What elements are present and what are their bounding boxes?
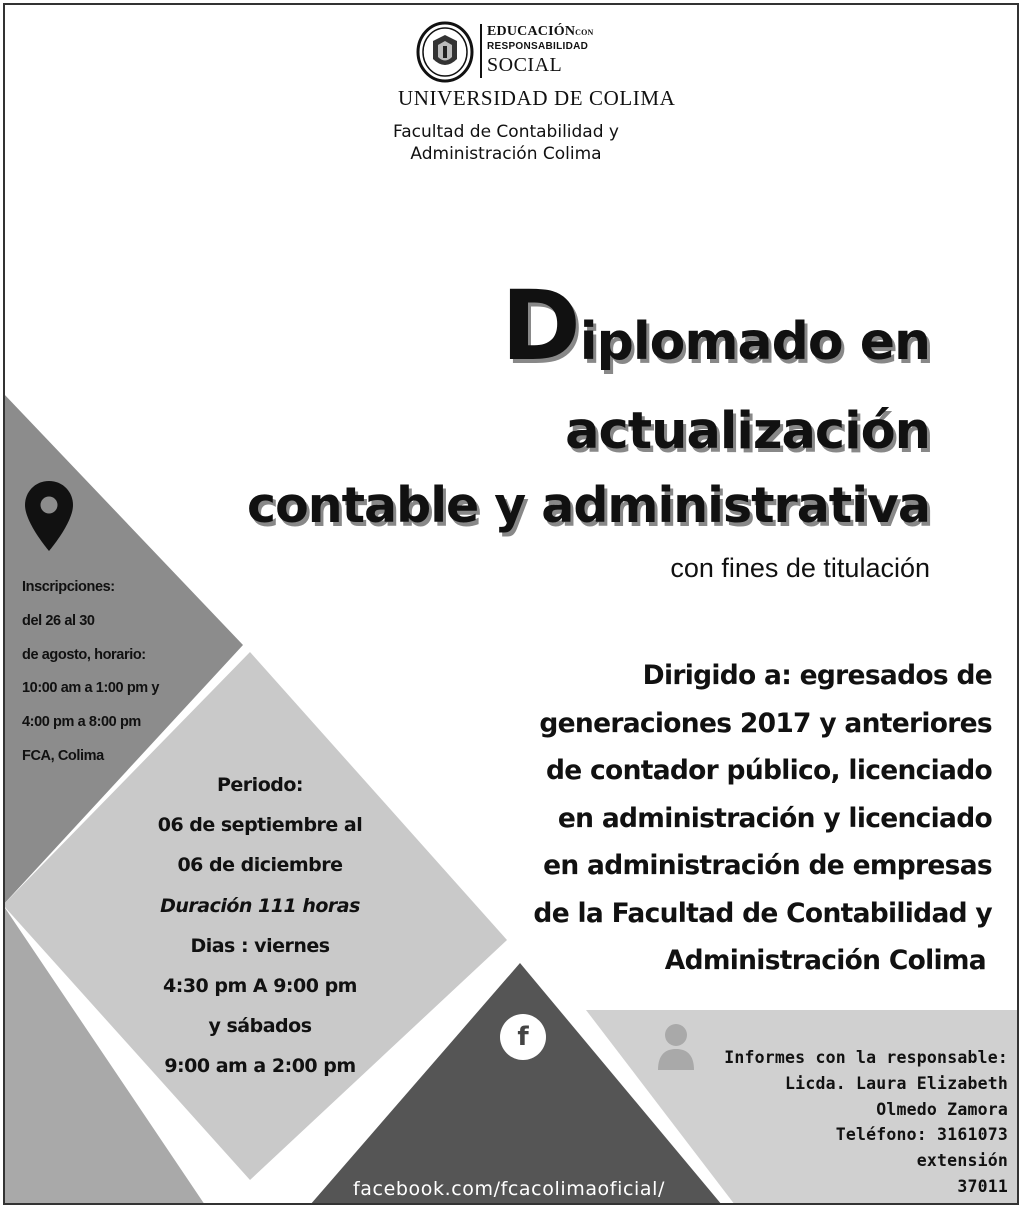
contact-line: Olmedo Zamora bbox=[876, 1099, 1008, 1119]
registration-line: de agosto, horario: bbox=[22, 646, 146, 663]
subtitle: con fines de titulación bbox=[670, 553, 930, 583]
audience-line: de la Facultad de Contabilidad y bbox=[533, 897, 992, 929]
contact-line: Licda. Laura Elizabeth bbox=[785, 1073, 1008, 1093]
title-line2: actualización bbox=[565, 402, 930, 461]
contact-line: 37011 bbox=[957, 1176, 1008, 1196]
person-icon bbox=[656, 1022, 696, 1072]
faculty-line2: Administración Colima bbox=[410, 144, 602, 164]
facebook-url[interactable]: facebook.com/fcacolimaoficial/ bbox=[353, 1178, 665, 1200]
contact-block bbox=[724, 1045, 1008, 1200]
audience-line: en administración y licenciado bbox=[557, 802, 992, 834]
faculty-name bbox=[356, 121, 656, 165]
period-days: Dias : viernes bbox=[190, 934, 330, 957]
audience-line: de contador público, licenciado bbox=[545, 755, 992, 786]
logo-divider bbox=[480, 24, 482, 78]
contact-line: Informes con la responsable: bbox=[724, 1048, 1008, 1067]
audience-block bbox=[472, 652, 992, 985]
registration-line: Inscripciones: bbox=[22, 579, 115, 595]
title-line3: contable y administrativa bbox=[247, 477, 930, 534]
title-initial: D bbox=[501, 270, 580, 382]
audience-line: generaciones 2017 y anteriores bbox=[539, 707, 992, 739]
brand-line2: RESPONSABILIDAD bbox=[487, 41, 589, 52]
registration-block bbox=[22, 571, 159, 774]
crest-icon bbox=[416, 21, 474, 83]
contact-line: Teléfono: 3161073 bbox=[835, 1125, 1008, 1145]
facebook-glyph: f bbox=[517, 1022, 529, 1052]
period-dates-line1: 06 de septiembre al bbox=[157, 814, 363, 837]
contact-line: extensión bbox=[916, 1151, 1008, 1171]
audience-line: Administración Colima bbox=[664, 945, 986, 976]
period-friday-hours: 4:30 pm A 9:00 pm bbox=[163, 975, 357, 998]
registration-line: FCA, Colima bbox=[22, 747, 104, 764]
brand-line3: SOCIAL bbox=[487, 54, 563, 76]
period-heading: Periodo: bbox=[217, 774, 303, 796]
audience-line: en administración de empresas bbox=[543, 850, 992, 881]
facebook-icon[interactable] bbox=[500, 1014, 546, 1060]
university-name: UNIVERSIDAD DE COLIMA bbox=[398, 86, 676, 110]
period-dates-line2: 06 de diciembre bbox=[177, 854, 343, 877]
location-pin-icon bbox=[23, 479, 75, 553]
title-line1-rest: iplomado en bbox=[579, 312, 930, 372]
brand-line1 bbox=[487, 24, 594, 40]
registration-line: 10:00 am a 1:00 pm y bbox=[22, 680, 160, 697]
title-line1 bbox=[170, 270, 930, 392]
page-title bbox=[170, 270, 930, 541]
period-saturdays: y sábados bbox=[208, 1015, 312, 1038]
registration-line: 4:00 pm a 8:00 pm bbox=[22, 714, 141, 731]
registration-line: del 26 al 30 bbox=[22, 612, 95, 629]
brand-educacion: EDUCACIÓN bbox=[487, 24, 576, 39]
period-block bbox=[110, 765, 410, 1087]
period-duration: Duración 111 horas bbox=[160, 894, 360, 917]
brand-con: CON bbox=[575, 28, 594, 37]
audience-line: Dirigido a: egresados de bbox=[642, 660, 992, 691]
faculty-line1: Facultad de Contabilidad y bbox=[393, 122, 619, 142]
period-saturday-hours: 9:00 am a 2:00 pm bbox=[164, 1055, 356, 1078]
